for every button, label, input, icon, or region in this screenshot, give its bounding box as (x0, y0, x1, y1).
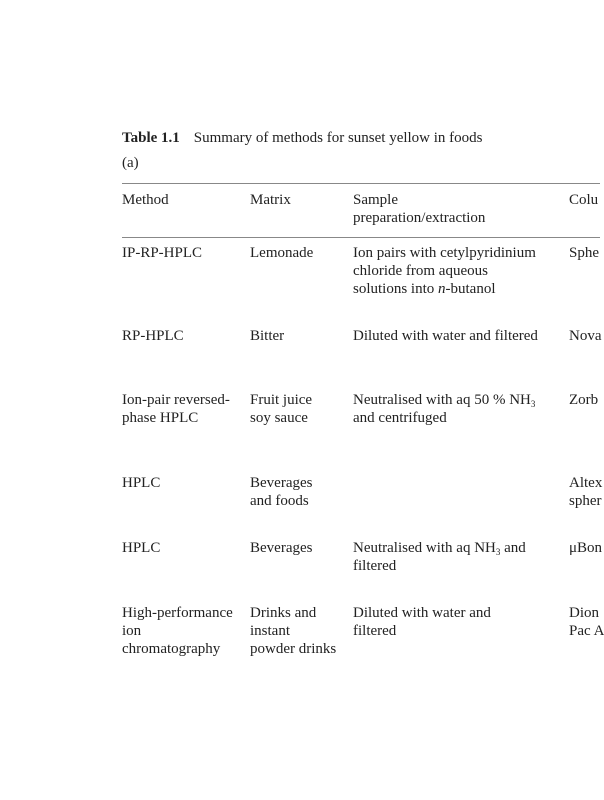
table-row-5-matrix (250, 604, 336, 658)
table-row-2-sample (353, 391, 535, 427)
table-row-5-matrix-line-1: Drinks and (250, 605, 317, 621)
table-row-0-sample-italic-n: n (438, 281, 446, 297)
table-row-5-column-line-1: Dion (569, 605, 599, 621)
table-row-5-matrix-line-2: instant (250, 623, 290, 639)
table-row-3-matrix-line-2: and foods (250, 493, 309, 509)
table-row-2-method-line-2: phase HPLC (122, 410, 199, 426)
header-sample-line-2: preparation/extraction (353, 210, 486, 226)
table-header-rule (122, 237, 600, 238)
table-row-0-column: Sphe (569, 245, 599, 261)
table-row-2-column: Zorb (569, 392, 599, 408)
table-row-3-method: HPLC (122, 475, 161, 491)
table-row-5-sample (353, 604, 491, 640)
table-row-2-sample-line-1 (353, 391, 535, 409)
table-row-0-matrix: Lemonade (250, 245, 314, 261)
table-row-5-method-line-2: ion (122, 623, 142, 639)
header-method: Method (122, 192, 169, 208)
header-matrix: Matrix (250, 192, 291, 208)
table-row-5-method-line-1: High-performance (122, 605, 233, 621)
table-row-1-column: Nova (569, 328, 602, 344)
table-row-4-matrix: Beverages (250, 540, 313, 556)
table-row-5-method (122, 604, 233, 658)
table-row-3-column-line-1: Altex (569, 475, 603, 491)
table-caption (122, 130, 483, 147)
table-row-3-column (569, 474, 602, 510)
table-row-4-sample-line-1-tail: and (500, 540, 526, 556)
table-row-5-column-line-2: Pac A (569, 623, 604, 639)
table-row-2-method-line-1: Ion-pair reversed- (122, 392, 230, 408)
table-row-5-matrix-line-3: powder drinks (250, 641, 337, 657)
table-row-5-column (569, 604, 604, 640)
table-row-0-sample-butanol: -butanol (445, 281, 496, 297)
table-row-0-sample-line-1: Ion pairs with cetylpyridinium (353, 245, 536, 261)
table-row-5-method-line-3: chromatography (122, 641, 221, 657)
table-row-1-sample: Diluted with water and filtered (353, 328, 538, 344)
table-row-4-sample-line-1 (353, 539, 526, 557)
table-row-0-sample-line-3 (353, 280, 536, 298)
table-sub-label: (a) (122, 155, 139, 171)
table-row-0-sample-line-2: chloride from aqueous (353, 263, 488, 279)
table-row-1-method: RP-HPLC (122, 328, 184, 344)
table-row-3-matrix-line-1: Beverages (250, 475, 313, 491)
table-row-2-method (122, 391, 230, 427)
table-row-2-sample-line-1-text: Neutralised with aq 50 % NH (353, 392, 531, 408)
table-row-2-sample-subscript: 3 (530, 399, 536, 409)
table-row-0-sample-line-3-text: solutions into (353, 281, 439, 297)
table-row-3-column-line-2: spher (569, 493, 602, 509)
table-number: Table 1.1 (122, 130, 180, 146)
table-row-1-matrix: Bitter (250, 328, 285, 344)
table-row-4-sample-line-2: filtered (353, 558, 397, 574)
table-row-4-sample-subscript: 3 (495, 547, 501, 557)
table-row-5-sample-line-2: filtered (353, 623, 397, 639)
table-row-4-method: HPLC (122, 540, 161, 556)
table-row-0-method: IP-RP-HPLC (122, 245, 203, 261)
table-row-2-matrix-line-1: Fruit juice (250, 392, 313, 408)
table-row-4-sample-line-1-text: Neutralised with aq NH (353, 540, 496, 556)
header-column: Colu (569, 192, 599, 208)
header-sample-line-1: Sample (353, 192, 398, 208)
table-row-2-matrix (250, 391, 312, 427)
table-row-4-column: μBon (569, 540, 603, 556)
table-title: Summary of methods for sunset yellow in foods (193, 130, 483, 146)
table-row-0-sample (353, 244, 536, 298)
table-row-2-matrix-line-2: soy sauce (250, 410, 308, 426)
table-row-2-sample-line-2: and centrifuged (353, 410, 447, 426)
table-row-4-sample (353, 539, 526, 575)
table-row-5-sample-line-1: Diluted with water and (353, 605, 491, 621)
table-top-rule (122, 183, 600, 184)
header-sample-preparation (353, 191, 485, 227)
table-row-3-matrix (250, 474, 312, 510)
